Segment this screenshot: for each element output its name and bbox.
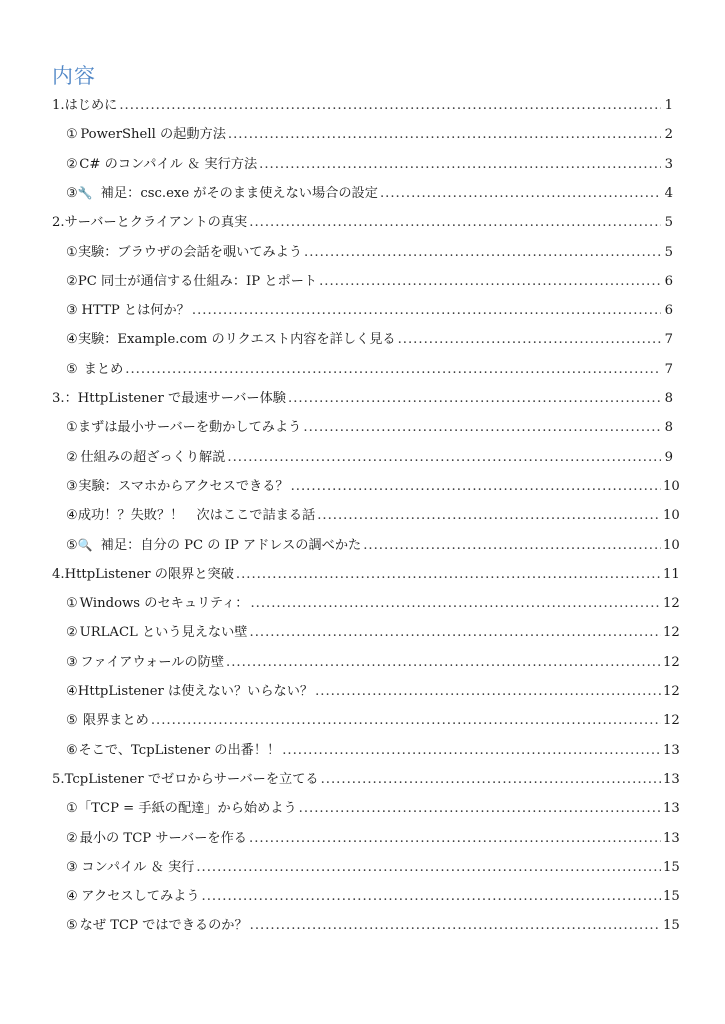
toc-entry-number: ②	[66, 449, 78, 465]
toc-leader-dots	[192, 303, 661, 318]
toc-entry-label: はじめに	[64, 98, 118, 113]
toc-section-entry[interactable]	[66, 827, 680, 851]
toc-entry-label: 実験：Example.com のリクエスト内容を詳しく見る	[77, 332, 396, 348]
toc-page-number: 4	[664, 185, 673, 201]
toc-leader-dots	[398, 332, 661, 347]
toc-entry-text	[80, 914, 248, 933]
toc-page-number: 7	[664, 361, 673, 377]
toc-section-entry[interactable]	[66, 123, 673, 147]
toc-leader-dots	[250, 625, 662, 640]
toc-leader-dots	[282, 743, 661, 758]
toc-entry-text	[65, 211, 248, 230]
toc-entry-label: アクセスしてみよう	[81, 889, 200, 905]
toc-entry-label: PowerShell の起動方法	[80, 127, 226, 143]
toc-entry-label: そこで、TcpListener の出番！！	[78, 742, 281, 758]
toc-section-entry[interactable]	[66, 680, 680, 704]
toc-entry-number: ③	[66, 654, 78, 670]
toc-entry-label: TcpListener でゼロからサーバーを立てる	[64, 771, 319, 787]
toc-entry-text	[82, 299, 190, 318]
toc-leader-dots	[319, 274, 661, 289]
toc-section-entry[interactable]	[66, 299, 673, 323]
toc-title: 内容	[52, 64, 96, 88]
toc-page-number: 3	[664, 156, 673, 172]
toc-entry-label: URLACL という見えない壁	[79, 625, 248, 641]
toc-section-entry[interactable]	[66, 914, 680, 938]
toc-entry-number: 5.	[52, 771, 65, 787]
toc-entry-text	[78, 680, 313, 699]
toc-leader-dots	[288, 391, 661, 406]
toc-entry-text	[78, 416, 302, 435]
toc-entry-number: 3.	[52, 391, 65, 406]
magnifier-icon: 🔍	[77, 537, 93, 552]
toc-entry-label: Windows のセキュリティ：	[79, 596, 249, 612]
toc-entry-number: ④	[66, 684, 78, 699]
toc-page-number: 15	[663, 889, 680, 905]
toc-entry-label: コンパイル ＆ 実行	[81, 859, 195, 875]
toc-entry-label: ：HttpListener で最速サーバー体験	[64, 391, 286, 406]
toc-entry-label: なぜ TCP ではできるのか？	[79, 918, 248, 934]
toc-entry-number: ①	[66, 244, 78, 260]
toc-section-entry[interactable]	[66, 182, 673, 206]
toc-leader-dots	[315, 684, 661, 699]
toc-page-number: 8	[664, 391, 673, 406]
toc-leader-dots	[299, 801, 661, 816]
toc-entry-text	[65, 768, 319, 787]
toc-entry-number: ②	[66, 625, 78, 641]
toc-page-number: 15	[663, 859, 680, 875]
toc-page-number: 2	[664, 127, 673, 143]
toc-entry-text	[78, 270, 317, 289]
toc-entry-text	[78, 534, 361, 553]
toc-entry-number: ②	[66, 830, 78, 846]
toc-chapter-entry[interactable]	[52, 768, 680, 792]
toc-section-entry[interactable]	[66, 153, 673, 177]
toc-entry-text	[79, 739, 281, 758]
toc-leader-dots	[291, 479, 661, 494]
toc-page-number: 6	[664, 273, 673, 289]
toc-entry-number: 1.	[52, 98, 65, 113]
toc-entry-number: ⑤	[66, 713, 78, 729]
toc-leader-dots	[202, 889, 661, 904]
toc-entry-number: ③	[66, 859, 78, 875]
toc-section-entry[interactable]	[66, 241, 673, 265]
toc-entry-text	[80, 621, 248, 640]
toc-entry-text	[78, 241, 302, 260]
toc-entry-number: ①	[66, 127, 78, 143]
toc-page-number: 12	[663, 625, 680, 641]
toc-entry-number: ⑤	[66, 537, 78, 553]
toc-entry-number: ①	[66, 420, 78, 436]
toc-page-number: 11	[663, 566, 680, 582]
toc-entry-label: 補足：csc.exe がそのまま使えない場合の設定	[100, 185, 378, 201]
toc-page-number: 1	[664, 98, 673, 113]
toc-entry-text	[80, 827, 247, 846]
toc-entry-label: 成功！？失敗？！ 次はここで詰まる話	[77, 508, 316, 524]
toc-entry-text	[65, 387, 286, 406]
toc-page-number: 5	[664, 244, 673, 260]
toc-entry-text	[80, 123, 226, 142]
toc-entry-label: 限界まとめ	[82, 713, 149, 729]
toc-leader-dots	[304, 245, 661, 260]
toc-section-entry[interactable]	[66, 739, 680, 763]
toc-chapter-entry[interactable]	[52, 94, 673, 118]
toc-leader-dots	[236, 567, 661, 582]
toc-entry-number: ③	[66, 185, 78, 201]
toc-leader-dots	[321, 772, 661, 787]
toc-entry-text	[79, 153, 257, 172]
toc-entry-label: HttpListener は使えない？いらない？	[77, 684, 314, 699]
toc-leader-dots	[227, 450, 661, 465]
toc-page-number: 5	[664, 215, 673, 231]
toc-section-entry[interactable]	[66, 416, 673, 440]
toc-entry-text	[78, 475, 288, 494]
toc-page-number: 9	[664, 449, 673, 465]
toc-page-number: 15	[663, 918, 680, 934]
toc-leader-dots	[119, 98, 661, 113]
toc-entry-label: まとめ	[83, 361, 124, 377]
toc-section-entry[interactable]	[66, 797, 680, 821]
toc-section-entry[interactable]	[66, 534, 680, 558]
toc-entry-number: ①	[66, 596, 78, 612]
toc-entry-text	[78, 797, 297, 816]
toc-section-entry[interactable]	[66, 475, 680, 499]
toc-section-entry[interactable]	[66, 885, 680, 909]
toc-entry-number: ④	[66, 889, 78, 905]
toc-entry-label: ファイアウォールの防壁	[80, 654, 225, 670]
toc-section-entry[interactable]	[66, 504, 680, 528]
toc-entry-text	[80, 446, 225, 465]
toc-page-number: 12	[663, 713, 680, 729]
toc-entry-text	[80, 651, 224, 670]
toc-entry-label: 実験：スマホからアクセスできる？	[78, 478, 289, 494]
toc-page-number: 10	[663, 478, 680, 494]
toc-page-number: 10	[663, 508, 680, 524]
toc-page-number: 13	[663, 742, 680, 758]
toc-entry-number: ②	[66, 273, 78, 289]
toc-leader-dots	[250, 918, 661, 933]
toc-entry-text	[78, 182, 378, 201]
toc-entry-label: 「TCP = 手紙の配達」から始めよう	[78, 801, 297, 817]
toc-section-entry[interactable]	[66, 446, 673, 470]
toc-entry-number: ⑤	[66, 918, 78, 934]
toc-chapter-entry[interactable]	[52, 211, 673, 235]
toc-entry-number: ④	[66, 508, 78, 524]
toc-entry-text	[81, 885, 199, 904]
toc-page-number: 12	[663, 684, 680, 699]
toc-chapter-entry[interactable]	[52, 387, 673, 411]
toc-entry-label: HttpListener の限界と突破	[64, 566, 234, 582]
toc-leader-dots	[196, 860, 661, 875]
toc-leader-dots	[249, 831, 661, 846]
toc-page-number: 8	[664, 420, 673, 436]
toc-section-entry[interactable]	[66, 358, 673, 382]
toc-entry-label: 最小の TCP サーバーを作る	[79, 830, 247, 846]
toc-entry-text	[78, 328, 396, 347]
toc-page-number: 13	[663, 771, 680, 787]
toc-entry-text	[83, 709, 149, 728]
toc-leader-dots	[317, 508, 661, 523]
toc-leader-dots	[228, 127, 661, 142]
toc-leader-dots	[250, 596, 661, 611]
toc-entry-number: 4.	[52, 566, 65, 582]
toc-section-entry[interactable]	[66, 709, 680, 733]
toc-entry-number: ③	[66, 478, 78, 494]
toc-section-entry[interactable]	[66, 621, 680, 645]
toc-page-number: 13	[663, 830, 680, 846]
toc-leader-dots	[151, 713, 661, 728]
toc-leader-dots	[259, 157, 661, 172]
toc-leader-dots	[226, 655, 661, 670]
toc-entry-text	[65, 563, 234, 582]
toc-page-number: 7	[664, 332, 673, 348]
toc-entry-number: 2.	[52, 215, 65, 231]
toc-page-number: 12	[663, 654, 680, 670]
toc-entry-text	[78, 504, 315, 523]
toc-section-entry[interactable]	[66, 856, 680, 880]
toc-entry-number: ①	[66, 801, 78, 817]
toc-entry-number: ⑥	[66, 742, 78, 758]
toc-section-entry[interactable]	[66, 328, 673, 352]
toc-leader-dots	[380, 186, 661, 201]
toc-entry-text	[65, 94, 118, 113]
toc-entry-label: C# のコンパイル ＆ 実行方法	[79, 156, 258, 172]
toc-leader-dots	[125, 362, 661, 377]
toc-entry-text	[84, 358, 124, 377]
toc-entry-label: 実験：ブラウザの会話を覗いてみよう	[77, 244, 303, 260]
toc-entry-number: ⑤	[66, 361, 78, 377]
toc-section-entry[interactable]	[66, 592, 680, 616]
toc-section-entry[interactable]	[66, 651, 680, 675]
toc-entry-text	[80, 592, 249, 611]
toc-chapter-entry[interactable]	[52, 563, 680, 587]
toc-entry-label: サーバーとクライアントの真実	[64, 215, 248, 231]
toc-entry-label: PC 同士が通信する仕組み：IP とポート	[77, 273, 318, 289]
toc-section-entry[interactable]	[66, 270, 673, 294]
toc-entry-number: ④	[66, 332, 78, 348]
toc-leader-dots	[363, 538, 661, 553]
toc-leader-dots	[303, 420, 661, 435]
wrench-icon: 🔧	[77, 185, 93, 200]
toc-entry-label: まずは最小サーバーを動かしてみよう	[77, 420, 302, 436]
toc-entry-label: HTTP とは何か？	[81, 303, 190, 319]
toc-entry-label: 補足：自分の PC の IP アドレスの調べかた	[100, 537, 362, 553]
toc-entry-label: 仕組みの超ざっくり解説	[80, 449, 226, 465]
toc-entry-number: ③	[66, 303, 78, 319]
toc-entry-text	[81, 856, 194, 875]
toc-page-number: 6	[664, 303, 673, 319]
toc-entry-number: ②	[66, 156, 78, 172]
toc-leader-dots	[249, 215, 661, 230]
toc-page-number: 13	[663, 801, 680, 817]
toc-page-number: 12	[663, 596, 680, 612]
toc-page-number: 10	[663, 537, 680, 553]
